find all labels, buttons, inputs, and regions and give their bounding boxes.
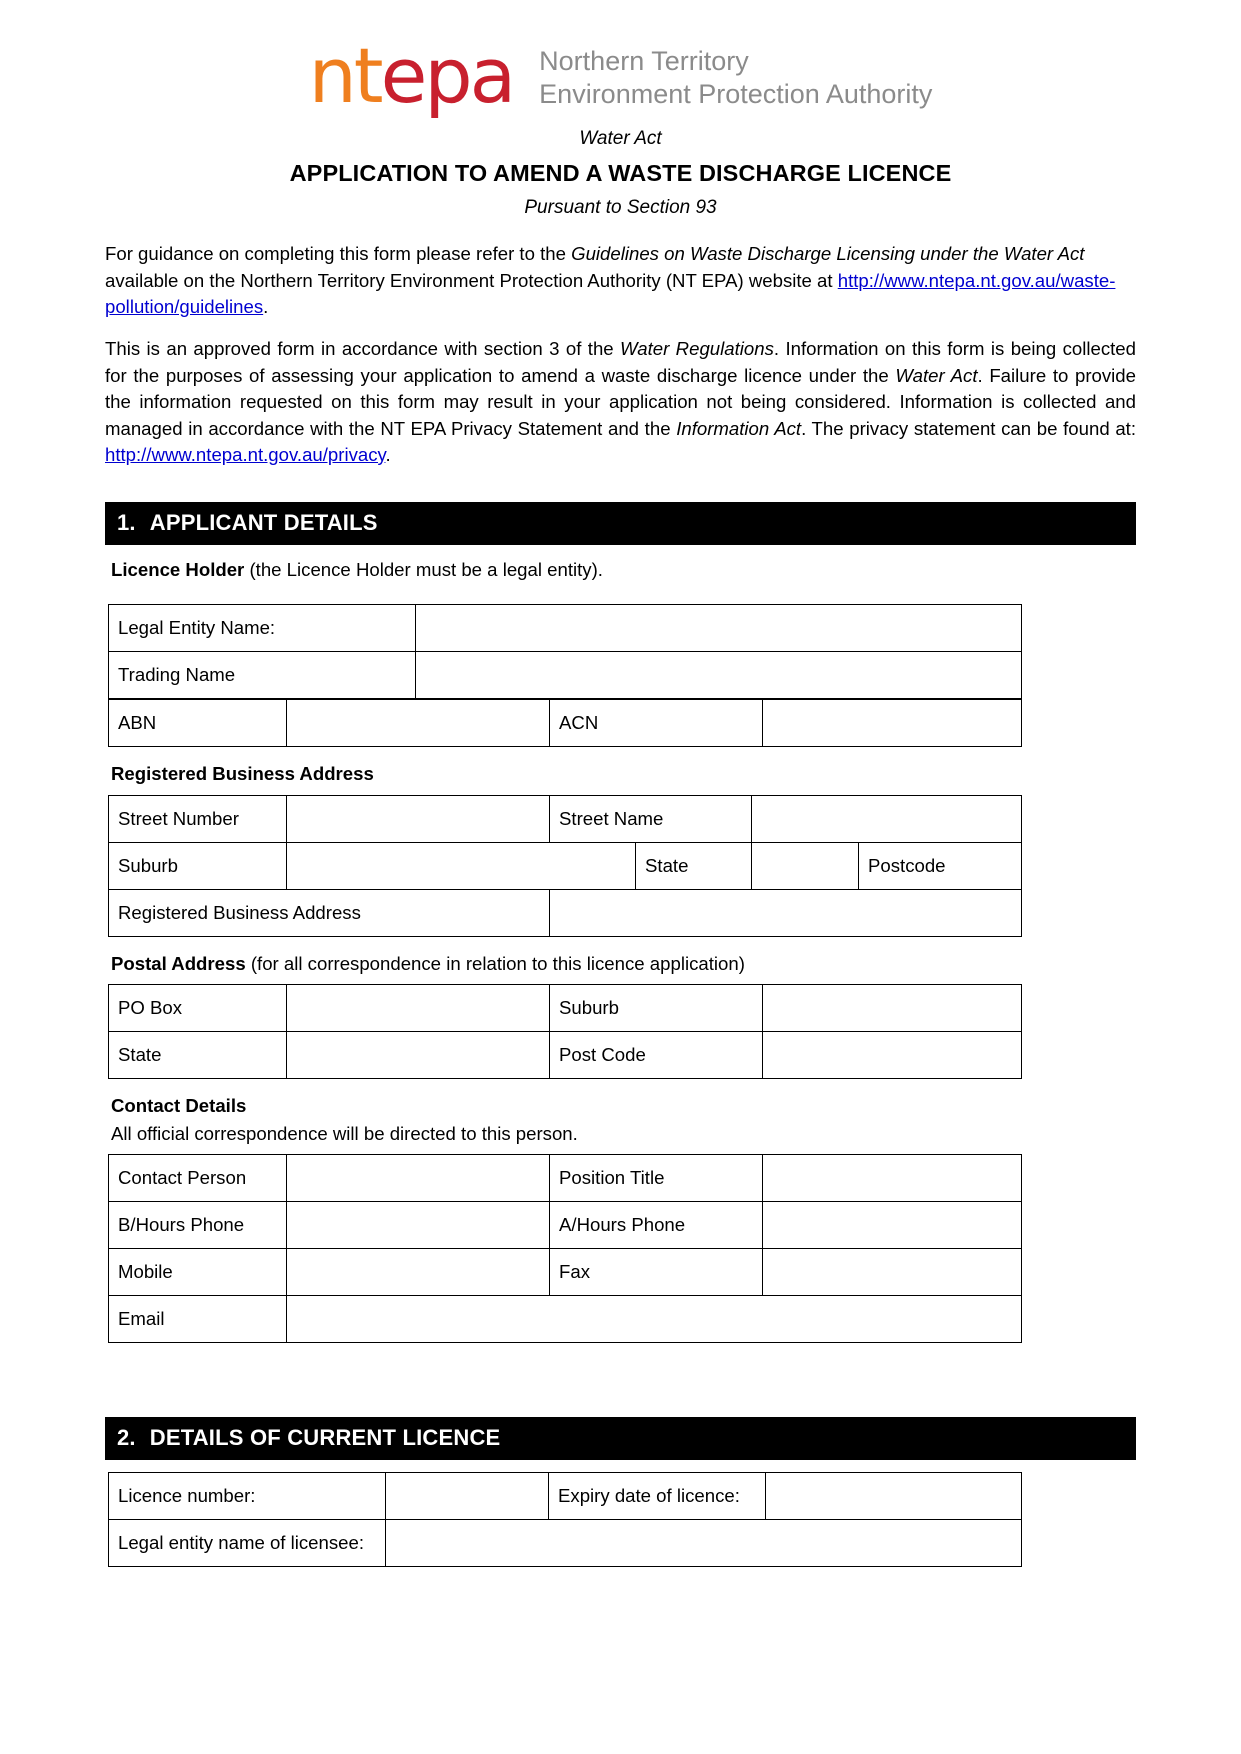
licence-holder-note <box>111 557 1136 582</box>
ntepa-logo <box>105 31 1136 120</box>
table-row <box>109 1201 1022 1248</box>
section-header-current-licence <box>105 1417 1136 1460</box>
postal-suburb-field[interactable] <box>763 984 1022 1031</box>
privacy-paragraph <box>105 336 1136 468</box>
legal-entity-licensee-label: Legal entity name of licensee: <box>109 1519 386 1566</box>
trading-name-field[interactable] <box>416 652 1022 699</box>
after-hours-phone-label: A/Hours Phone <box>550 1201 763 1248</box>
table-row <box>109 1519 1022 1566</box>
contact-details-label: Contact Details <box>111 1094 247 1116</box>
table-row <box>109 652 1022 699</box>
abn-field[interactable] <box>287 700 550 747</box>
suburb-label: Suburb <box>109 842 287 889</box>
postal-state-field[interactable] <box>287 1031 550 1078</box>
page-title: APPLICATION TO AMEND A WASTE DISCHARGE LICENCE <box>289 160 952 187</box>
privacy-italic-informationact: Information Act <box>676 417 802 439</box>
privacy-text-b: . Information on this form is being collected for the purposes of assessing your application to amend a waste discharge licence under the <box>105 338 1136 386</box>
street-number-field[interactable] <box>287 795 550 842</box>
section-1-title: APPLICANT DETAILS <box>149 510 378 536</box>
table-row <box>109 1031 1022 1078</box>
post-code-field[interactable] <box>763 1031 1022 1078</box>
acn-field[interactable] <box>763 700 1022 747</box>
table-row <box>109 842 1022 889</box>
state-label: State <box>636 842 752 889</box>
mobile-label: Mobile <box>109 1248 287 1295</box>
postcode-label: Postcode <box>859 842 1022 889</box>
registered-address-field[interactable] <box>550 889 1022 936</box>
street-name-field[interactable] <box>752 795 1022 842</box>
po-box-field[interactable] <box>287 984 550 1031</box>
section-2-number: 2. <box>117 1424 136 1450</box>
page-subtitle: Pursuant to Section 93 <box>524 197 717 219</box>
legal-entity-name-label: Legal Entity Name: <box>109 605 416 652</box>
licence-holder-label: Licence Holder <box>111 559 245 581</box>
legal-entity-name-field[interactable] <box>416 605 1022 652</box>
privacy-italic-wateract: Water Act <box>895 364 978 386</box>
postal-address-label: Postal Address <box>111 952 246 974</box>
table-row <box>109 1472 1022 1519</box>
table-row <box>109 889 1022 936</box>
logo-agency-name <box>539 41 932 111</box>
licence-number-field[interactable] <box>386 1472 549 1519</box>
postal-address-heading <box>111 951 1136 976</box>
expiry-date-label: Expiry date of licence: <box>549 1472 766 1519</box>
privacy-text-e: . <box>385 443 391 465</box>
contact-details-heading <box>111 1093 1136 1118</box>
po-box-label: PO Box <box>109 984 287 1031</box>
table-row <box>109 700 1022 747</box>
email-label: Email <box>109 1295 287 1342</box>
guidance-text-b: available on the Northern Territory Environment Protection Authority (NT EPA) website at <box>105 269 838 291</box>
entity-details-table <box>108 604 1022 699</box>
contact-details-note: All official correspondence will be directed to this person. <box>111 1122 578 1144</box>
privacy-text-c: . Failure to provide the information requested on this form may result in your application not being considered. Information is collected and managed in accordance with the NT EPA Privacy Statement and the <box>105 364 1136 439</box>
position-title-label: Position Title <box>550 1154 763 1201</box>
licence-holder-note-text: (the Licence Holder must be a legal entity). <box>244 559 603 581</box>
table-row <box>109 1295 1022 1342</box>
fax-label: Fax <box>550 1248 763 1295</box>
postal-address-table <box>108 984 1022 1079</box>
table-row <box>109 1154 1022 1201</box>
logo-agency-line1: Northern Territory <box>539 46 749 77</box>
legal-entity-licensee-field[interactable] <box>386 1519 1022 1566</box>
fax-field[interactable] <box>763 1248 1022 1295</box>
business-hours-phone-field[interactable] <box>287 1201 550 1248</box>
logo-agency-line2: Environment Protection Authority <box>539 79 933 110</box>
table-row <box>109 605 1022 652</box>
guidance-italic-guidelines: Guidelines on Waste Discharge Licensing under the Water Act <box>571 243 1085 265</box>
registered-business-address-heading <box>111 761 1136 786</box>
privacy-text-d: . The privacy statement can be found at: <box>801 417 1136 439</box>
contact-person-field[interactable] <box>287 1154 550 1201</box>
table-row <box>109 984 1022 1031</box>
registered-address-table <box>108 795 1022 937</box>
act-name: Water Act <box>579 128 662 150</box>
registered-business-address-label: Registered Business Address <box>111 763 374 785</box>
privacy-italic-regulations: Water Regulations <box>620 338 774 360</box>
contact-person-label: Contact Person <box>109 1154 287 1201</box>
postal-address-note: (for all correspondence in relation to this licence application) <box>245 952 745 974</box>
guidance-text-c: . <box>263 295 269 317</box>
postal-suburb-label: Suburb <box>550 984 763 1031</box>
trading-name-label: Trading Name <box>109 652 416 699</box>
licence-number-label: Licence number: <box>109 1472 386 1519</box>
expiry-date-field[interactable] <box>766 1472 1022 1519</box>
current-licence-table <box>108 1472 1022 1567</box>
table-row <box>109 1248 1022 1295</box>
after-hours-phone-field[interactable] <box>763 1201 1022 1248</box>
abn-acn-table <box>108 699 1022 747</box>
section-2-title: DETAILS OF CURRENT LICENCE <box>149 1424 501 1450</box>
position-title-field[interactable] <box>763 1154 1022 1201</box>
privacy-text-a: This is an approved form in accordance with section 3 of the <box>105 338 621 360</box>
mobile-field[interactable] <box>287 1248 550 1295</box>
guidelines-link[interactable]: http://www.ntepa.nt.gov.au/waste-pollution/guidelines <box>105 269 1116 317</box>
registered-address-label: Registered Business Address <box>109 889 550 936</box>
email-field[interactable] <box>287 1295 1022 1342</box>
guidance-text-a: For guidance on completing this form please refer to the <box>105 243 572 265</box>
contact-details-table <box>108 1154 1022 1343</box>
acn-label: ACN <box>550 700 763 747</box>
table-row <box>109 795 1022 842</box>
logo-nt-text: nt <box>308 31 381 120</box>
guidance-paragraph <box>105 241 1136 320</box>
business-hours-phone-label: B/Hours Phone <box>109 1201 287 1248</box>
section-1-number: 1. <box>117 510 136 536</box>
street-name-label: Street Name <box>550 795 752 842</box>
section-header-applicant-details <box>105 502 1136 545</box>
abn-label: ABN <box>109 700 287 747</box>
privacy-link[interactable]: http://www.ntepa.nt.gov.au/privacy <box>105 443 386 465</box>
postal-state-label: State <box>109 1031 287 1078</box>
street-number-label: Street Number <box>109 795 287 842</box>
suburb-field[interactable] <box>287 842 636 889</box>
state-field[interactable] <box>752 842 859 889</box>
logo-wordmark-icon <box>308 31 514 120</box>
post-code-label: Post Code <box>550 1031 763 1078</box>
logo-epa-text: epa <box>380 31 514 120</box>
